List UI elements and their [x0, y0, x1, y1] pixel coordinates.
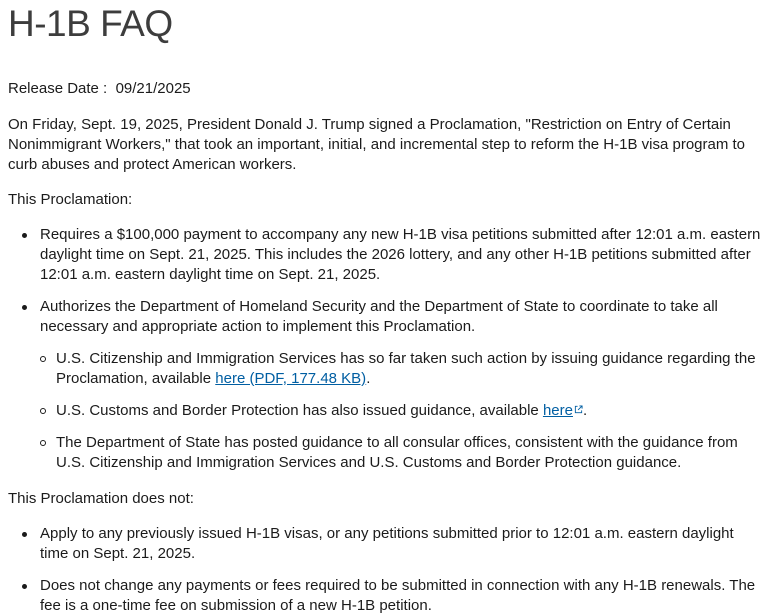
sublist-item-punct: .	[582, 402, 588, 419]
sublist-item-cbp	[40, 401, 766, 421]
intro-paragraph: On Friday, Sept. 19, 2025, President Donald J. Trump signed a Proclamation, "Restriction on Entry of Certain Nonimmigrant Workers," that took an important, initial, and incremental step to reform the H-1B visa program to curb abuses and protect American workers.	[8, 116, 746, 173]
release-date-value: 09/21/2025	[115, 80, 191, 97]
release-date	[8, 79, 777, 99]
sublist-item-state	[40, 433, 766, 473]
cbp-guidance-link-label: here	[542, 402, 573, 419]
proclamation-does-list	[8, 225, 777, 473]
sublist-item-text: U.S. Citizenship and Immigration Services has so far taken such action by issuing guidance regarding the Proclamation, available	[56, 350, 756, 387]
uscis-guidance-pdf-link[interactable]: here (PDF, 177.48 KB)	[215, 370, 367, 387]
sublist-item-punct: .	[366, 370, 371, 387]
section-lead-does: This Proclamation:	[8, 191, 133, 208]
list-item: Requires a $100,000 payment to accompany any new H-1B visa petitions submitted after 12:01 a.m. eastern daylight time on Sept. 21, 2025. This includes the 2026 lottery, and any other H-1B petitions submitted after 12:01 a.m. eastern daylight time on Sept. 21, 2025.	[8, 225, 765, 285]
sublist-item-text: U.S. Customs and Border Protection has also issued guidance, available	[56, 402, 543, 419]
list-item: Does not change any payments or fees required to be submitted in connection with any H-1B renewals. The fee is a one-time fee on submission of a new H-1B petition.	[8, 576, 765, 614]
proclamation-does-not-list	[8, 524, 777, 614]
section-lead-does-not: This Proclamation does not:	[8, 490, 194, 507]
page-title: H-1B FAQ	[8, 3, 173, 44]
sublist-item-uscis	[40, 349, 766, 389]
list-item-text: Authorizes the Department of Homeland Security and the Department of State to coordinate to take all necessary and appropriate action to implement this Proclamation.	[40, 298, 718, 335]
sublist-item-text: The Department of State has posted guidance to all consular offices, consistent with the guidance from U.S. Citizenship and Immigration Services and U.S. Customs and Border Protection guidance.	[56, 434, 738, 471]
list-item	[8, 297, 765, 473]
external-link-icon	[574, 405, 583, 414]
implementation-sublist	[40, 349, 765, 473]
list-item: Apply to any previously issued H-1B visas, or any petitions submitted prior to 12:01 a.m. eastern daylight time on Sept. 21, 2025.	[8, 524, 765, 564]
release-date-label: Release Date :	[8, 80, 108, 97]
cbp-guidance-link[interactable]	[543, 402, 583, 419]
